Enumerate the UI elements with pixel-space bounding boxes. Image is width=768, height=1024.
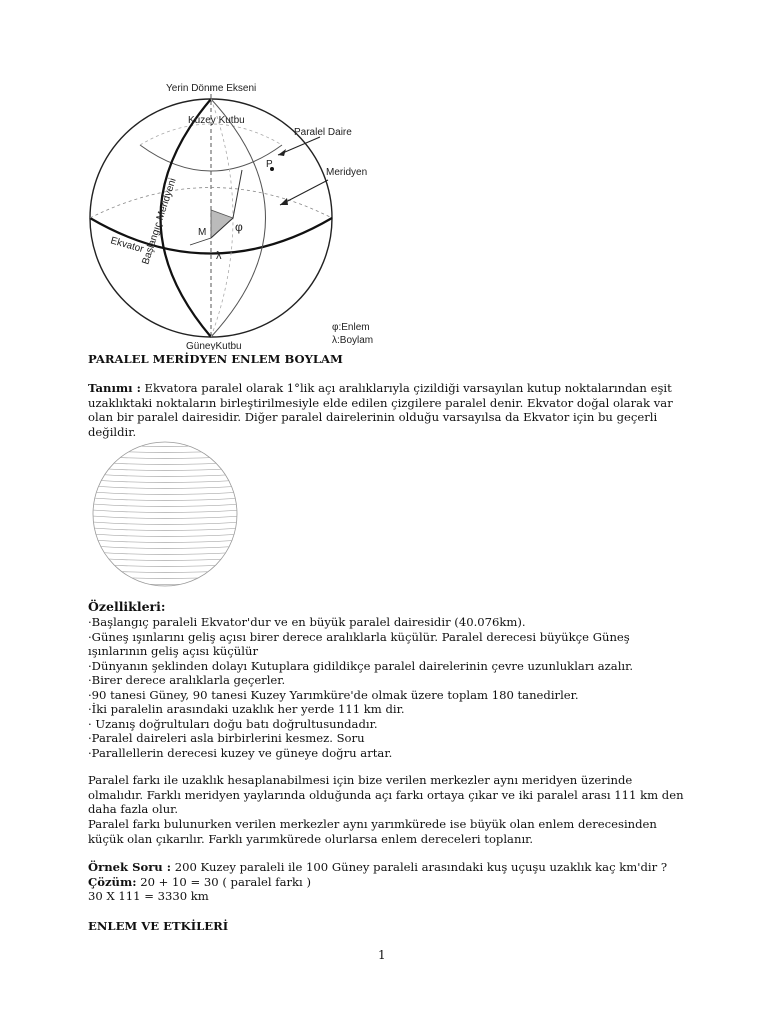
legend-phi: φ:Enlem	[332, 322, 370, 333]
properties-list	[88, 615, 688, 760]
label-meridian: Meridyen	[326, 167, 368, 178]
property-item: ·İki paralelin arasındaki uzaklık her yerde 111 km dir.	[88, 702, 405, 716]
label-parallel: Paralel Daire	[294, 127, 352, 138]
label-south-pole: GüneyKutbu	[186, 341, 242, 350]
property-item: · Uzanış doğrultuları doğu batı doğrultusundadır.	[88, 716, 378, 731]
parallel-arrowhead	[278, 149, 286, 156]
property-item: ·Güneş ışınlarını geliş açısı birer derece aralıklarla küçülür. Paralel derecesi büyükçe Güneş ışınlarının geliş açısı küçülür	[88, 629, 630, 658]
page-number: 1	[378, 948, 386, 962]
example-question	[88, 860, 688, 889]
paragraph-difference: Paralel farkı bulunurken verilen merkezler aynı yarımkürede ise büyük olan enlem derecesinden küçük olan çıkarılır. Farklı yarımkürede olurlarsa enlem dereceleri toplanır.	[88, 817, 657, 846]
label-p: P	[266, 159, 273, 170]
solution-text: 20 + 10 = 30 ( paralel farkı )	[136, 874, 311, 889]
property-item: ·Birer derece aralıklarla geçerler.	[88, 673, 286, 687]
doc-title: PARALEL MERİDYEN ENLEM BOYLAM	[88, 352, 343, 366]
definition-text: Ekvatora paralel olarak 1°lik açı aralıklarıyla çizildiği varsayılan kutup noktalarından eşit uzaklıktaki noktaların birleştirilmesiyle elde edilen çizgilere paralel denir. Ekvator doğal olarak var olan bir paralel dairesidir. Diğer paralel dairelerinin olduğu varsayılsa da Ekvator için bu geçerli değildir.	[88, 381, 673, 439]
property-item: ·Parallellerin derecesi kuzey ve güneye doğru artar.	[88, 745, 393, 760]
label-equator: Ekvator	[109, 235, 145, 256]
definition-label: Tanımı :	[88, 381, 141, 395]
label-phi: φ	[235, 220, 243, 234]
label-m: M	[198, 227, 207, 238]
property-item: ·90 tanesi Güney, 90 tanesi Kuzey Yarımküre'de olmak üzere toplam 180 tanedirler.	[88, 687, 579, 702]
label-prime-meridian: Başlangıç Meridyeni	[140, 176, 179, 266]
label-north-pole: Kuzey Kutbu	[188, 115, 245, 126]
definition-paragraph	[88, 381, 688, 439]
label-lambda: λ	[216, 250, 222, 262]
parallel-circle-back	[140, 124, 282, 145]
property-item: ·Paralel daireleri asla birbirlerini kesmez. Soru	[88, 731, 365, 745]
example-text: 200 Kuzey paraleli ile 100 Güney paraleli arasındaki kuş uçuşu uzaklık kaç km'dir ?	[171, 860, 668, 874]
property-item: ·Başlangıç paraleli Ekvator'dur ve en büyük paralel dairesidir (40.076km).	[88, 615, 526, 629]
legend-lambda: λ:Boylam	[332, 335, 374, 346]
prime-meridian-line	[161, 99, 212, 337]
property-item: ·Dünyanın şeklinden dolayı Kutuplara gidildikçe paralel dairelerinin çevre uzunlukları azalır.	[88, 658, 634, 673]
paragraph-distance: Paralel farkı ile uzaklık hesaplanabilmesi için bize verilen merkezler aynı meridyen üzerinde olmalıdır. Farklı meridyen yaylarında olduğunda açı farkı ortaya çıkar ve iki paralel arası 111 km den daha fazla olur.	[88, 773, 684, 816]
calculation-line: 30 X 111 = 3330 km	[88, 889, 209, 903]
properties-title: Özellikleri:	[88, 599, 166, 614]
meridian-arrowhead	[280, 198, 288, 205]
radius-to-prime	[190, 238, 211, 245]
globe-diagram	[80, 75, 400, 350]
example-label: Örnek Soru :	[88, 860, 172, 874]
phi-angle-wedge	[211, 210, 233, 238]
label-axis: Yerin Dönme Ekseni	[166, 83, 257, 94]
section-heading-enlem: ENLEM VE ETKİLERİ	[88, 919, 229, 933]
parallels-sphere-image	[92, 440, 242, 590]
solution-label: Çözüm:	[88, 874, 137, 889]
